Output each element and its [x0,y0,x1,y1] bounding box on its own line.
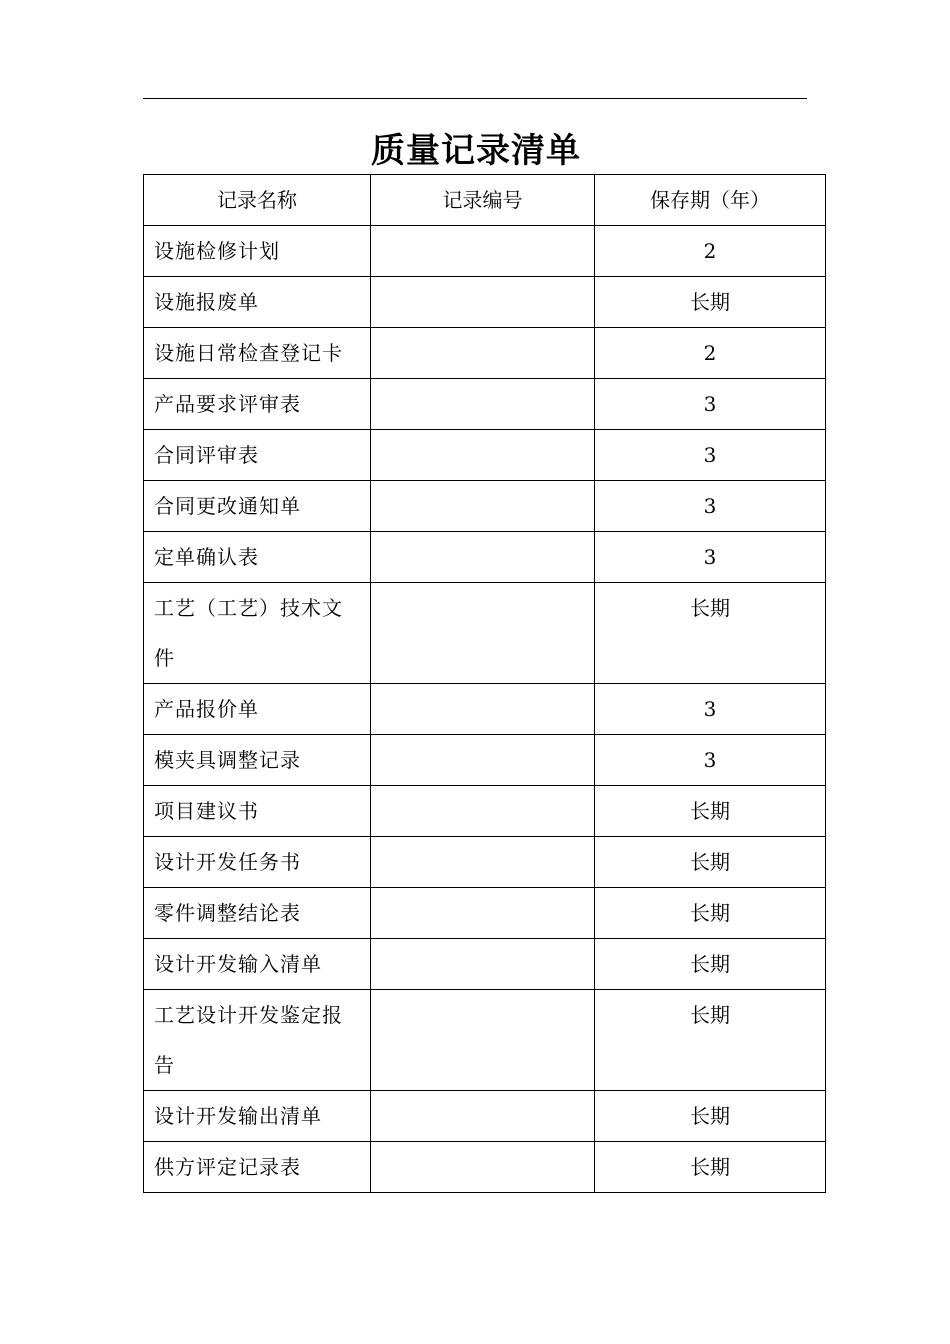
record-code [371,430,595,481]
record-name: 设计开发输入清单 [144,939,371,990]
table-row [144,735,826,786]
table-row [144,786,826,837]
table-row [144,328,826,379]
retention-period: 2 [595,328,826,379]
record-name: 设施检修计划 [144,226,371,277]
record-name: 合同更改通知单 [144,481,371,532]
record-name: 项目建议书 [144,786,371,837]
record-name: 工艺（工艺）技术文件 [144,583,371,684]
table-row [144,1091,826,1142]
document-title: 质量记录清单 [371,131,581,171]
record-code [371,328,595,379]
retention-period: 长期 [595,939,826,990]
table-row [144,1142,826,1193]
record-name: 设计开发输出清单 [144,1091,371,1142]
record-code [371,735,595,786]
column-header-period: 保存期（年） [595,175,826,226]
table-row [144,226,826,277]
table-row [144,430,826,481]
record-code [371,888,595,939]
table-row [144,379,826,430]
record-code [371,939,595,990]
table-row [144,583,826,684]
table-row [144,532,826,583]
table-row [144,990,826,1091]
retention-period: 长期 [595,1091,826,1142]
record-name: 设施报废单 [144,277,371,328]
record-name: 定单确认表 [144,532,371,583]
column-header-code: 记录编号 [371,175,595,226]
record-name: 工艺设计开发鉴定报告 [144,990,371,1091]
retention-period: 3 [595,684,826,735]
retention-period: 3 [595,430,826,481]
retention-period: 长期 [595,583,826,684]
retention-period: 3 [595,735,826,786]
retention-period: 长期 [595,1142,826,1193]
table-row [144,837,826,888]
retention-period: 3 [595,481,826,532]
record-name: 产品要求评审表 [144,379,371,430]
retention-period: 长期 [595,786,826,837]
record-code [371,226,595,277]
quality-records-table [143,174,826,1193]
retention-period: 长期 [595,888,826,939]
record-code [371,837,595,888]
retention-period: 3 [595,379,826,430]
retention-period: 长期 [595,990,826,1091]
table-row [144,277,826,328]
record-name: 零件调整结论表 [144,888,371,939]
column-header-name: 记录名称 [144,175,371,226]
record-code [371,1091,595,1142]
record-code [371,684,595,735]
record-name: 设施日常检查登记卡 [144,328,371,379]
table-header-row [144,175,826,226]
table-row [144,888,826,939]
record-name: 模夹具调整记录 [144,735,371,786]
record-name: 设计开发任务书 [144,837,371,888]
table-row [144,939,826,990]
record-code [371,583,595,684]
record-name: 产品报价单 [144,684,371,735]
record-code [371,532,595,583]
record-code [371,786,595,837]
record-name: 供方评定记录表 [144,1142,371,1193]
record-code [371,990,595,1091]
record-code [371,277,595,328]
record-name: 合同评审表 [144,430,371,481]
record-code [371,1142,595,1193]
record-code [371,379,595,430]
retention-period: 2 [595,226,826,277]
retention-period: 3 [595,532,826,583]
header-rule [143,98,807,99]
record-code [371,481,595,532]
table-row [144,684,826,735]
retention-period: 长期 [595,277,826,328]
retention-period: 长期 [595,837,826,888]
table-row [144,481,826,532]
